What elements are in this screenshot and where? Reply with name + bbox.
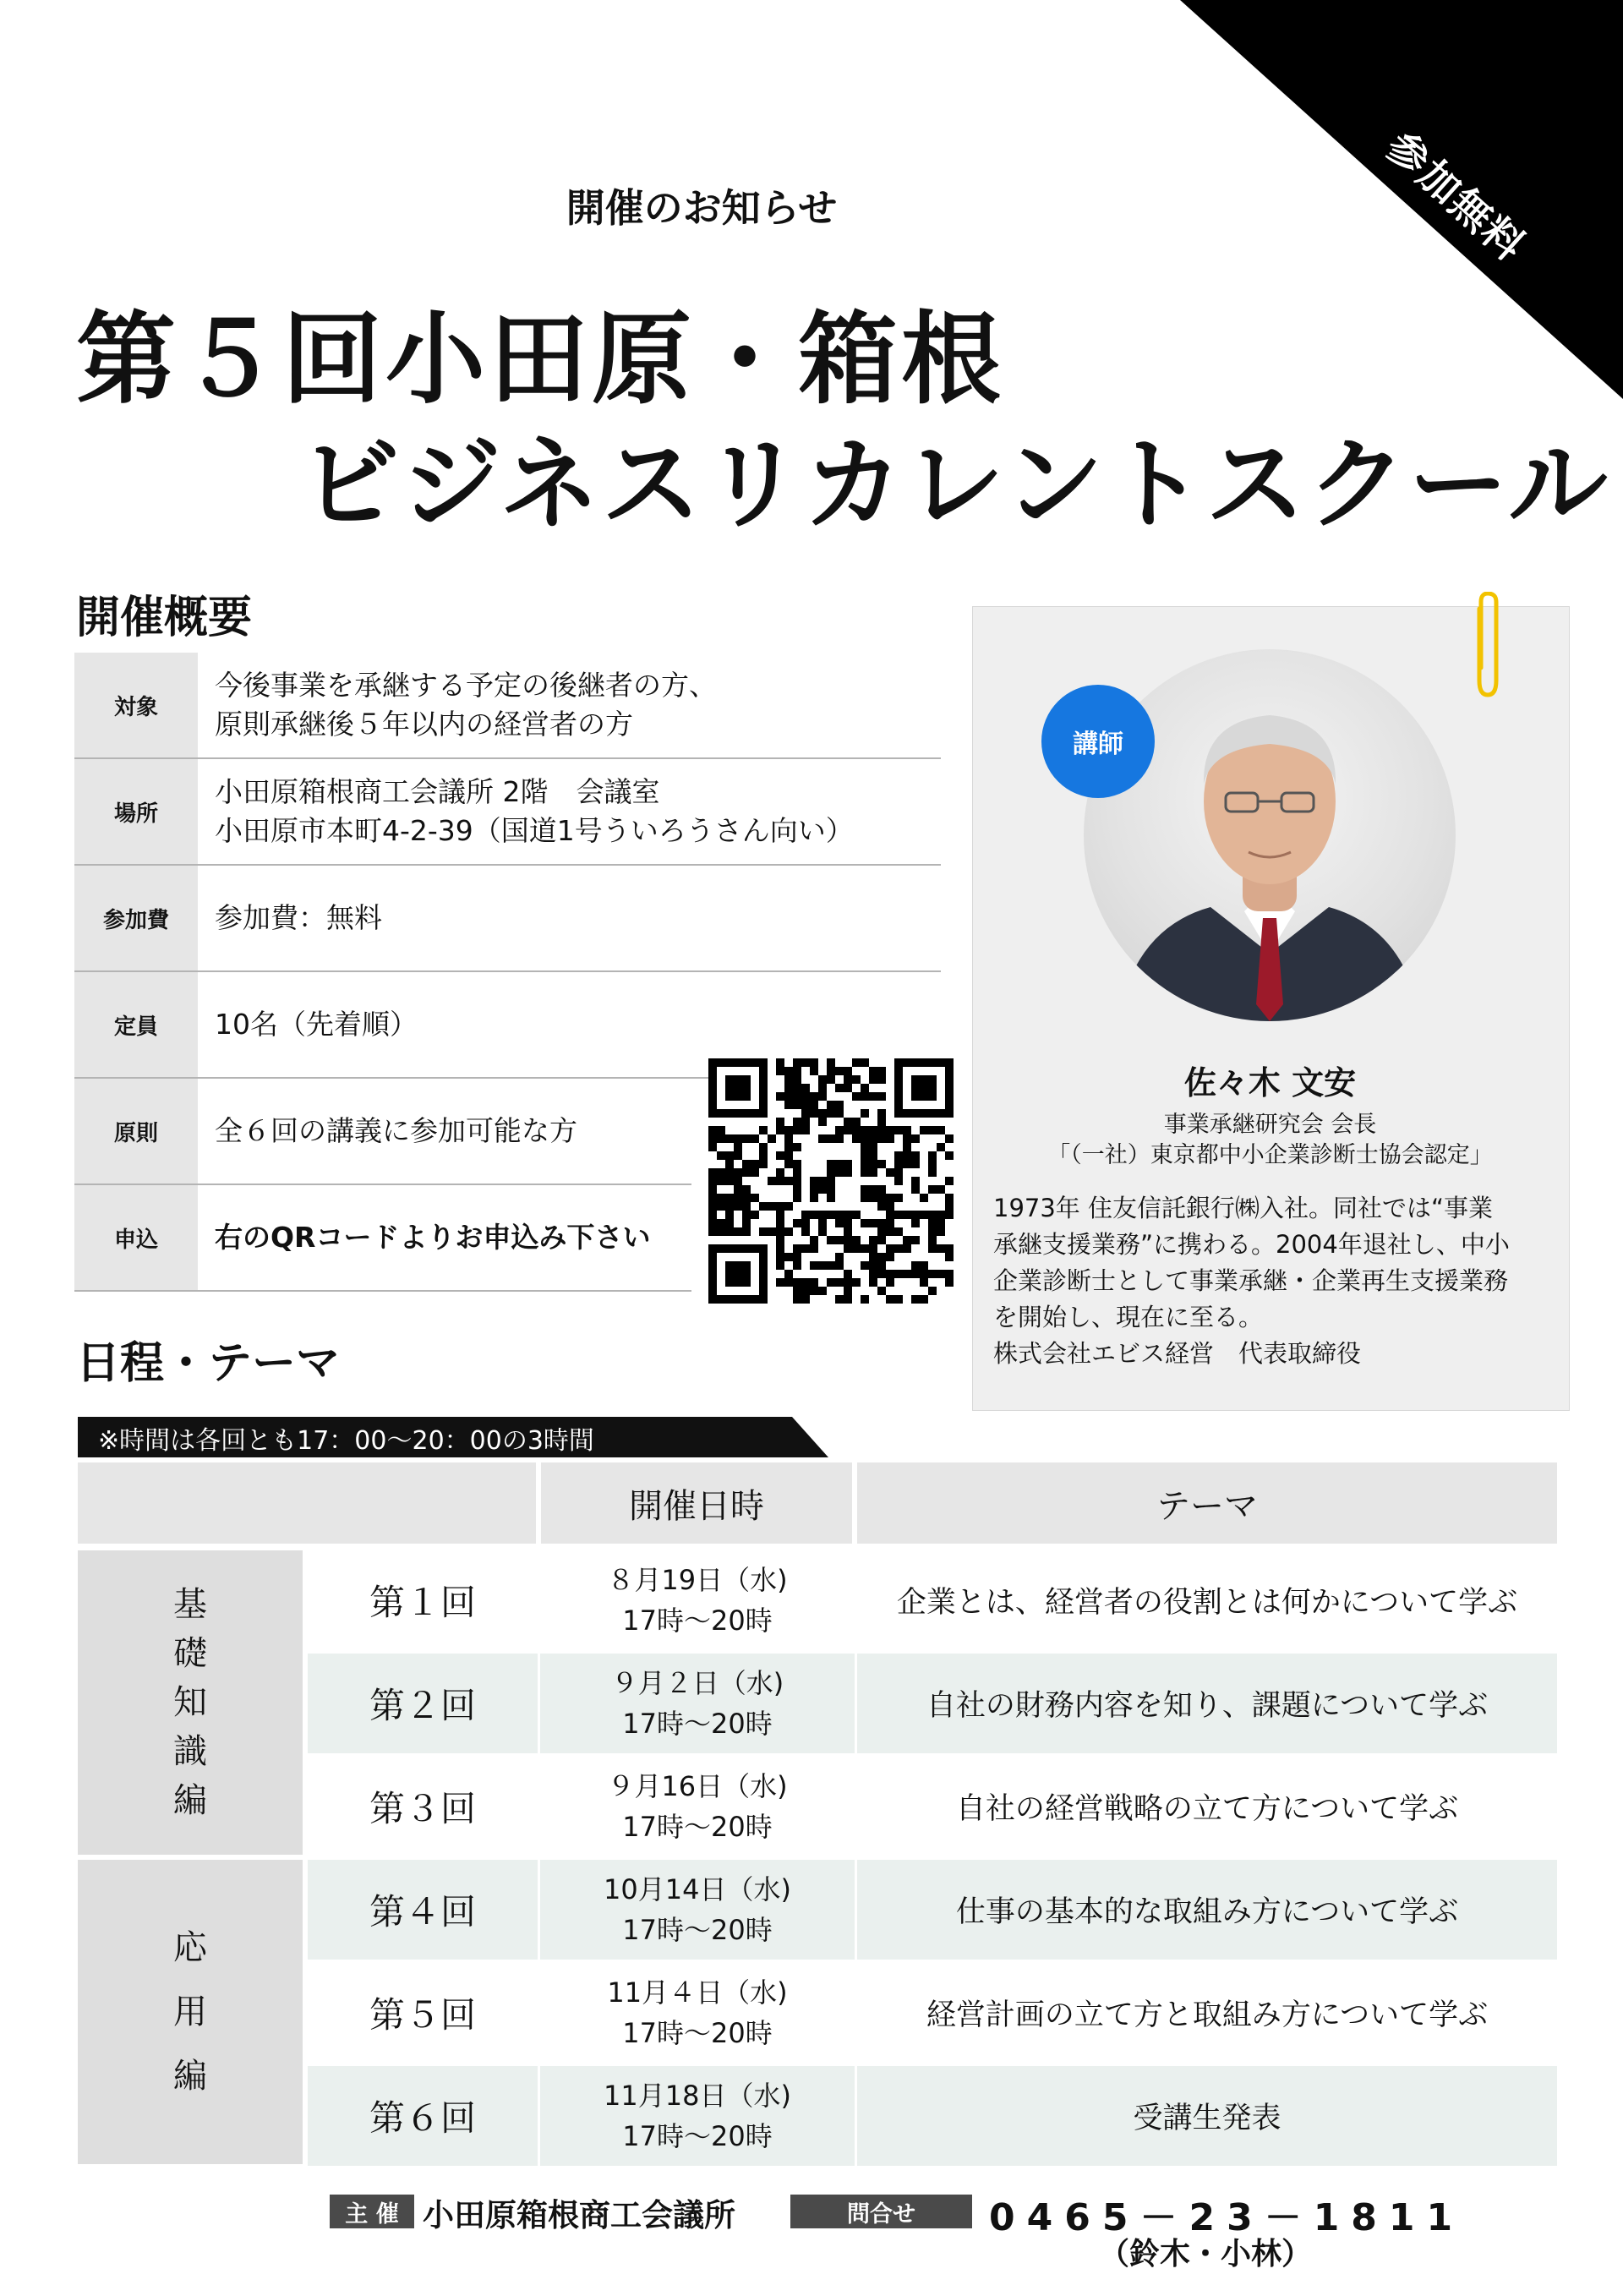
overview-row-rule (74, 1079, 691, 1185)
group-label (173, 1916, 207, 2108)
overview-row-apply (74, 1185, 691, 1292)
overview-label: 原則 (74, 1079, 198, 1184)
session-date: ８月19日（水) (607, 1564, 788, 1596)
group-char: 知 (173, 1683, 207, 1722)
contact-phone[interactable]: 0465－23－1811 (989, 2196, 1465, 2239)
overview-value (198, 1185, 650, 1290)
overview-value (198, 866, 382, 970)
session-number: 第２回 (308, 1654, 540, 1753)
schedule-row (308, 2066, 1557, 2166)
overview-row-fee (74, 866, 941, 972)
overview-label: 定員 (74, 972, 198, 1077)
group-char: 礎 (173, 1634, 207, 1673)
overview-value (198, 759, 854, 864)
session-date: 11月18日（水) (604, 2080, 791, 2112)
schedule-row (308, 1963, 1557, 2063)
session-date: ９月16日（水) (607, 1770, 788, 1802)
session-theme: 仕事の基本的な取組み方について学ぶ (955, 1895, 1459, 1929)
session-time: 17時～20時 (622, 1811, 773, 1843)
schedule-row (308, 1860, 1557, 1960)
session-time: 17時～20時 (622, 2017, 773, 2049)
session-date: 10月14日（水) (604, 1873, 791, 1905)
notice-heading: 開催のお知らせ (566, 185, 838, 231)
overview-value-line: 小田原市本町4-2-39（国道1号ういろうさん向い） (215, 814, 854, 847)
group-char: 識 (173, 1732, 207, 1771)
session-theme: 受講生発表 (1133, 2102, 1281, 2135)
overview-value (198, 1079, 577, 1184)
group-char: 用 (173, 1993, 207, 2031)
overview-value (198, 653, 717, 757)
group-char: 基 (173, 1585, 207, 1624)
group-char: 編 (173, 1781, 207, 1820)
session-number: 第６回 (308, 2066, 540, 2166)
session-time: 17時～20時 (622, 2120, 773, 2152)
overview-heading: 開催概要 (76, 593, 253, 643)
overview-value-line: 今後事業を承継する予定の後継者の方、 (215, 669, 717, 702)
overview-label: 参加費 (74, 866, 198, 970)
overview-label: 場所 (74, 759, 198, 864)
session-time: 17時～20時 (622, 1604, 773, 1637)
group-label (173, 1580, 207, 1825)
session-datetime (540, 1757, 857, 1856)
overview-row-target (74, 653, 941, 759)
qr-code-icon[interactable] (708, 1058, 954, 1304)
title-line-2: ビジネスリカレントスクール (300, 426, 1609, 543)
free-entry-label: 参加無料 (1376, 123, 1535, 271)
bio-line: を開始し、現在に至る。 (993, 1303, 1264, 1331)
schedule-row (308, 1757, 1557, 1856)
overview-value-line: 参加費：無料 (215, 901, 382, 934)
time-note: ※時間は各回とも17：00～20：00の3時間 (98, 1426, 594, 1456)
schedule-heading: 日程・テーマ (76, 1338, 341, 1389)
contact-tag: 問合せ (790, 2195, 972, 2228)
session-datetime (540, 1550, 857, 1650)
bio-line: 企業診断士として事業承継・企業再生支援業務 (993, 1266, 1509, 1295)
session-date: 11月４日（水) (607, 1976, 788, 2009)
session-date: ９月２日（水) (610, 1667, 784, 1699)
schedule-header-date: 開催日時 (541, 1462, 852, 1544)
host-tag: 主 催 (330, 2195, 414, 2228)
paper-clip-icon (1469, 592, 1503, 702)
group-char: 応 (173, 1928, 207, 1967)
session-number: 第４回 (308, 1860, 540, 1960)
session-theme: 経営計画の立て方と取組み方について学ぶ (926, 1998, 1489, 2032)
session-datetime (540, 1860, 857, 1960)
lecturer-bio (993, 1190, 1551, 1372)
bio-line: 承継支援業務”に携わる。2004年退社し、中小 (993, 1230, 1510, 1259)
overview-value-line: 10名（先着順） (215, 1008, 418, 1041)
host-name: 小田原箱根商工会議所 (423, 2197, 735, 2233)
title-line-1: 第５回小田原・箱根 (76, 301, 1005, 418)
contact-persons: （鈴木・小林） (1099, 2237, 1313, 2271)
lecturer-badge: 講師 (1041, 685, 1155, 798)
session-time: 17時～20時 (622, 1708, 773, 1740)
session-theme: 企業とは、経営者の役割とは何かについて学ぶ (896, 1586, 1518, 1620)
overview-row-venue (74, 759, 941, 866)
lecturer-name: 佐々木 文安 (1183, 1064, 1357, 1102)
session-time: 17時～20時 (622, 1914, 773, 1946)
overview-value-line: 原則承継後５年以内の経営者の方 (215, 708, 633, 741)
lecturer-certification: 「（一社）東京都中小企業診断士協会認定」 (1047, 1142, 1493, 1168)
session-datetime (540, 2066, 857, 2166)
schedule-row (308, 1654, 1557, 1753)
bio-line: 株式会社エビス経営 代表取締役 (993, 1339, 1362, 1368)
schedule-header-blank (78, 1462, 536, 1544)
schedule-group-basic (78, 1550, 303, 1855)
overview-value-line: 右のQRコードよりお申込み下さい (215, 1221, 651, 1254)
session-datetime (540, 1654, 857, 1753)
schedule-header-theme: テーマ (857, 1462, 1557, 1544)
session-number: 第５回 (308, 1963, 540, 2063)
overview-value (198, 972, 418, 1077)
group-char: 編 (173, 2057, 207, 2096)
session-datetime (540, 1963, 857, 2063)
session-theme: 自社の財務内容を知り、課題について学ぶ (926, 1689, 1489, 1723)
overview-value-line: 全６回の講義に参加可能な方 (215, 1114, 577, 1147)
session-number: 第１回 (308, 1550, 540, 1650)
schedule-row (308, 1550, 1557, 1650)
session-number: 第３回 (308, 1757, 540, 1856)
schedule-group-applied (78, 1860, 303, 2164)
overview-label: 申込 (74, 1185, 198, 1290)
overview-label: 対象 (74, 653, 198, 757)
bio-line: 1973年 住友信託銀行㈱入社。同社では“事業 (993, 1194, 1494, 1222)
lecturer-role: 事業承継研究会 会長 (1163, 1112, 1377, 1138)
session-theme: 自社の経営戦略の立て方について学ぶ (955, 1792, 1459, 1826)
overview-value-line: 小田原箱根商工会議所 2階 会議室 (215, 775, 660, 808)
